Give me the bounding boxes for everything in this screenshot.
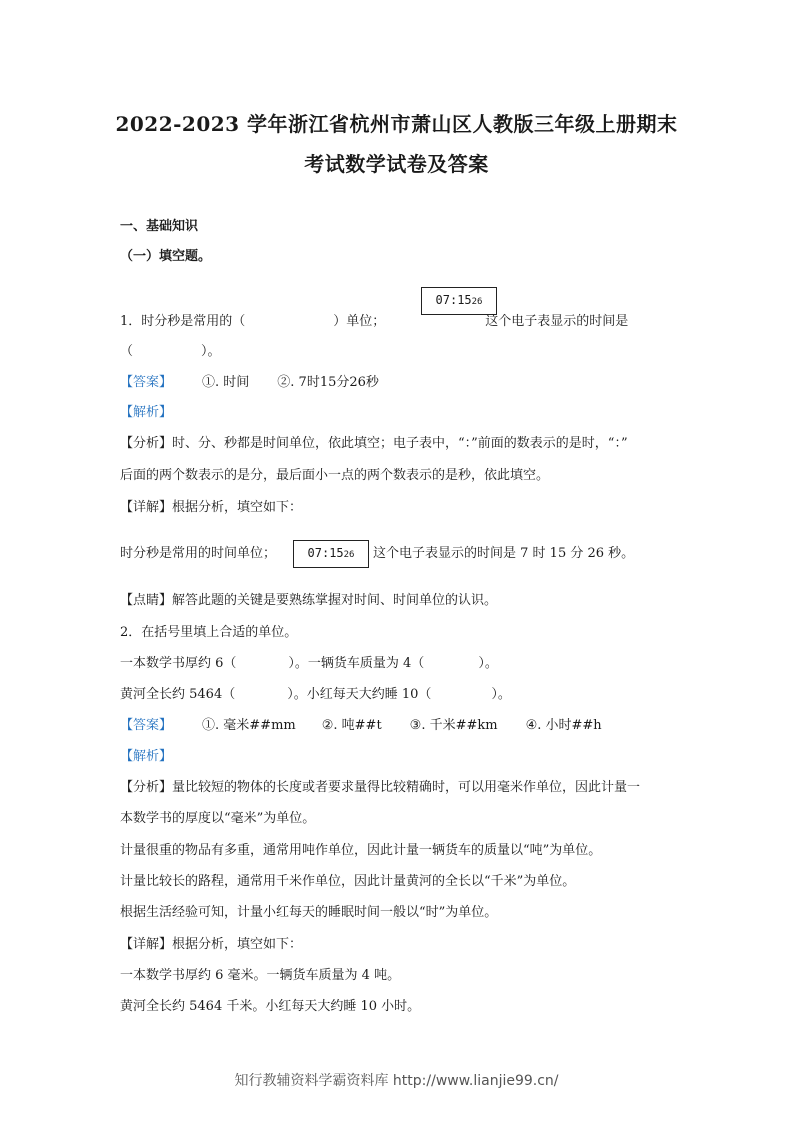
- q1-stem-text-c: 这个电子表显示的时间是: [485, 314, 629, 329]
- q2-answer-2: ②. 吨##t: [321, 718, 382, 733]
- dianjing-tag: 【点睛】: [120, 593, 173, 608]
- q2-line2-c: ）。: [491, 687, 511, 702]
- q1-xiangjie-text: 根据分析，填空如下：: [172, 500, 303, 515]
- q1-dianjing: [120, 592, 497, 610]
- answer-tag: 【答案】: [120, 375, 173, 390]
- q2-line2: [120, 686, 511, 704]
- q2-stem: 2．在括号里填上合适的单位。: [120, 625, 298, 640]
- section-heading: 一、基础知识: [120, 219, 199, 234]
- q2-answer-3: ③. 千米##km: [409, 718, 498, 733]
- q1-stem-text-b: ）单位；: [333, 314, 386, 329]
- answer-tag: 【答案】: [120, 718, 173, 733]
- digital-clock-image: [421, 287, 497, 315]
- digital-clock-image: [293, 540, 369, 568]
- q1-stem-cont: [120, 343, 221, 361]
- q2-result-1: 一本数学书厚约 6 毫米。一辆货车质量为 4 吨。: [120, 968, 401, 983]
- fenxi-tag: 【分析】: [120, 436, 173, 451]
- q1-stem: [120, 313, 628, 331]
- q2-answer-4: ④. 小时##h: [525, 718, 602, 733]
- q2-line1-a: 一本数学书厚约 6（: [120, 656, 237, 671]
- q2-fenxi-1: [120, 779, 640, 797]
- subsection-heading: （一）填空题。: [120, 249, 212, 264]
- q2-fenxi-5: 根据生活经验可知，计量小红每天的睡眠时间一般以“时”为单位。: [120, 905, 498, 920]
- q1-dianjing-text: 解答此题的关键是要熟练掌握对时间、时间单位的认识。: [172, 593, 498, 608]
- clock-seconds: 26: [343, 550, 355, 560]
- q1-stem-text-a: 1．时分秒是常用的（: [120, 314, 246, 329]
- q2-line2-a: 黄河全长约 5464（: [120, 687, 236, 702]
- q1-stem-text-e: ）。: [201, 344, 221, 359]
- xiangjie-tag: 【详解】: [120, 500, 173, 515]
- clock-time: 07:15: [307, 546, 344, 560]
- q2-line1-b: ）。一辆货车质量为 4（: [288, 656, 425, 671]
- document-title-line2: 考试数学试卷及答案: [304, 152, 489, 176]
- fenxi-tag: 【分析】: [120, 780, 173, 795]
- q2-xiangjie-text: 根据分析，填空如下：: [172, 937, 303, 952]
- document-title-line1: 2022-2023 学年浙江省杭州市萧山区人教版三年级上册期末: [115, 112, 678, 136]
- q1-xiangjie: [120, 499, 302, 517]
- clock-time: 07:15: [435, 293, 472, 307]
- q1-fenxi-1: [120, 435, 628, 453]
- q1-answer: [120, 374, 379, 392]
- analysis-tag: 【解析】: [120, 749, 173, 764]
- q2-fenxi-4: 计量比较长的路程，通常用千米作单位，因此计量黄河的全长以“千米”为单位。: [120, 874, 576, 889]
- q2-line1: [120, 655, 498, 673]
- xiangjie-tag: 【详解】: [120, 937, 173, 952]
- q1-answer-1: ①. 时间: [202, 375, 250, 390]
- footer-watermark: 知行教辅资料学霸资料库 http://www.lianjie99.cn/: [234, 1073, 559, 1089]
- q2-line1-c: ）。: [478, 656, 498, 671]
- q2-answer: [120, 717, 602, 735]
- q1-fenxi-text-1: 时、分、秒都是时间单位，依此填空；电子表中，“：”前面的数表示的是时，“：”: [172, 436, 628, 451]
- q2-fenxi-text-1: 量比较短的物体的长度或者要求量得比较精确时，可以用毫米作单位，因此计量一: [172, 780, 641, 795]
- q1-stem-text-d: （: [120, 344, 134, 359]
- q2-xiangjie: [120, 936, 302, 954]
- q1-answer-2: ②. 7时15分26秒: [277, 375, 379, 390]
- q2-fenxi-3: 计量很重的物品有多重，通常用吨作单位，因此计量一辆货车的质量以“吨”为单位。: [120, 843, 602, 858]
- q1-filled-b: 这个电子表显示的时间是 7 时 15 分 26 秒。: [373, 546, 635, 561]
- clock-seconds: 26: [471, 297, 483, 307]
- q1-filled-a: 时分秒是常用的时间单位；: [120, 546, 277, 561]
- q2-answer-1: ①. 毫米##mm: [202, 718, 296, 733]
- q1-fenxi-2: 后面的两个数表示的是分，最后面小一点的两个数表示的是秒，依此填空。: [120, 468, 550, 483]
- analysis-tag: 【解析】: [120, 405, 173, 420]
- q2-line2-b: ）。小红每天大约睡 10（: [287, 687, 432, 702]
- q2-fenxi-2: 本数学书的厚度以“毫米”为单位。: [120, 811, 316, 826]
- q2-result-2: 黄河全长约 5464 千米。小红每天大约睡 10 小时。: [120, 999, 421, 1014]
